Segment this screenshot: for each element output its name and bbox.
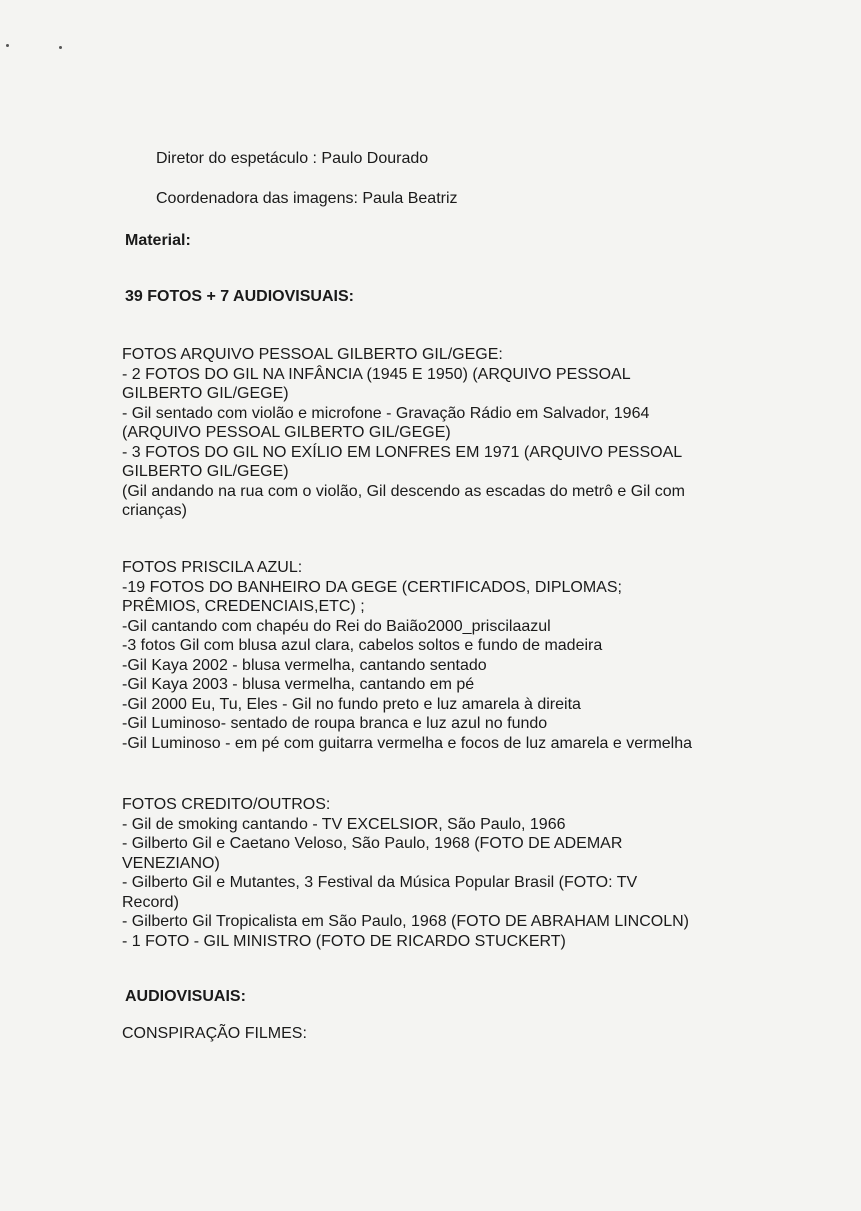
section-arquivo-pessoal (122, 345, 842, 521)
scan-speck (6, 44, 9, 47)
list-item: - 1 FOTO - GIL MINISTRO (FOTO DE RICARDO STUCKERT) (122, 932, 566, 950)
list-item: -Gil 2000 Eu, Tu, Eles - Gil no fundo preto e luz amarela à direita (122, 695, 581, 713)
list-item: VENEZIANO) (122, 854, 220, 872)
section-credito-outros (122, 795, 842, 951)
list-item: Record) (122, 893, 179, 911)
list-item: -Gil Kaya 2002 - blusa vermelha, cantando sentado (122, 656, 487, 674)
director-credit: Diretor do espetáculo : Paulo Dourado (156, 150, 429, 167)
section-title: FOTOS PRISCILA AZUL: (122, 559, 303, 576)
list-item: crianças) (122, 502, 187, 519)
list-item: - Gilberto Gil e Caetano Veloso, São Paulo, 1968 (FOTO DE ADEMAR (122, 835, 623, 852)
section-title: FOTOS ARQUIVO PESSOAL GILBERTO GIL/GEGE: (122, 346, 503, 363)
section-priscila-azul (122, 558, 842, 753)
list-item: - 3 FOTOS DO GIL NO EXÍLIO EM LONFRES EM 1971 (ARQUIVO PESSOAL (122, 443, 683, 461)
section-title: CONSPIRAÇÃO FILMES: (122, 1025, 307, 1042)
list-item: -19 FOTOS DO BANHEIRO DA GEGE (CERTIFICADOS, DIPLOMAS; (122, 578, 622, 596)
list-item: - Gilberto Gil e Mutantes, 3 Festival da Música Popular Brasil (FOTO: TV (122, 874, 638, 891)
audiovisuais-heading: AUDIOVISUAIS: (125, 988, 246, 1005)
list-item: (Gil andando na rua com o violão, Gil descendo as escadas do metrô e Gil com (122, 482, 685, 500)
list-item: - Gil de smoking cantando - TV EXCELSIOR, São Paulo, 1966 (122, 815, 566, 833)
list-item: (ARQUIVO PESSOAL GILBERTO GIL/GEGE) (122, 424, 451, 441)
summary-heading: 39 FOTOS + 7 AUDIOVISUAIS: (125, 288, 354, 305)
list-item: -Gil Luminoso- sentado de roupa branca e luz azul no fundo (122, 715, 548, 732)
list-item: PRÊMIOS, CREDENCIAIS,ETC) ; (122, 598, 365, 615)
list-item: GILBERTO GIL/GEGE) (122, 463, 289, 480)
scan-speck (59, 46, 62, 49)
list-item: - Gil sentado com violão e microfone - Gravação Rádio em Salvador, 1964 (122, 404, 650, 422)
list-item: GILBERTO GIL/GEGE) (122, 385, 289, 402)
coordinator-credit: Coordenadora das imagens: Paula Beatriz (156, 190, 458, 207)
list-item: -Gil Luminoso - em pé com guitarra vermelha e focos de luz amarela e vermelha (122, 734, 693, 752)
list-item: -Gil Kaya 2003 - blusa vermelha, cantando em pé (122, 676, 475, 693)
list-item: -3 fotos Gil com blusa azul clara, cabelos soltos e fundo de madeira (122, 637, 603, 654)
list-item: - Gilberto Gil Tropicalista em São Paulo, 1968 (FOTO DE ABRAHAM LINCOLN) (122, 913, 690, 930)
section-title: FOTOS CREDITO/OUTROS: (122, 796, 331, 813)
list-item: -Gil cantando com chapéu do Rei do Baião2000_priscilaazul (122, 617, 551, 635)
section-conspiracao-filmes (122, 1024, 842, 1044)
list-item: - 2 FOTOS DO GIL NA INFÂNCIA (1945 E 1950) (ARQUIVO PESSOAL (122, 365, 631, 383)
material-heading: Material: (125, 232, 191, 249)
